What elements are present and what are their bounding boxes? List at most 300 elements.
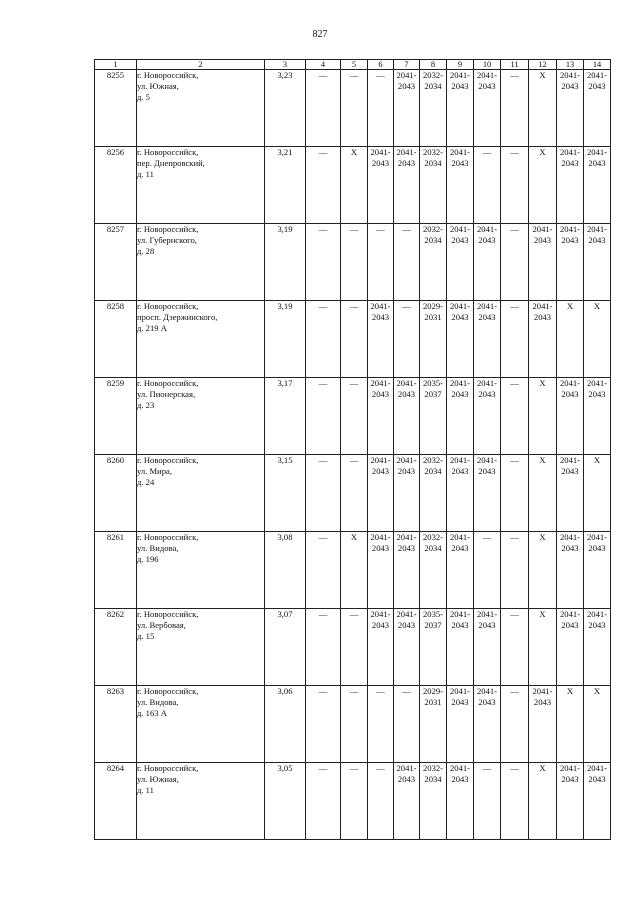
schedule-cell	[557, 609, 584, 686]
schedule-value: 2037	[424, 389, 442, 399]
address-line: г. Новороссийск,	[137, 378, 199, 388]
schedule-value: 2043	[397, 81, 416, 91]
schedule-value: —	[482, 147, 492, 157]
address-line: г. Новороссийск,	[137, 532, 199, 542]
table-row	[95, 609, 611, 686]
address-line: ул. Южная,	[137, 81, 179, 91]
schedule-value: —	[376, 224, 385, 234]
schedule-value: —	[349, 224, 359, 234]
address-line: г. Новороссийск,	[137, 147, 199, 157]
schedule-cell	[306, 378, 341, 455]
schedule-cell	[584, 532, 611, 609]
record-number: 8258	[95, 301, 137, 378]
schedule-value: X	[350, 532, 358, 542]
column-header: 4	[306, 60, 341, 70]
address-cell	[137, 147, 265, 224]
schedule-value: 2043	[371, 312, 390, 322]
schedule-cell	[584, 301, 611, 378]
schedule-value: 2043	[561, 389, 579, 399]
area-value: 3,06	[265, 686, 306, 763]
address-line: ул. Видова,	[137, 543, 179, 553]
schedule-cell	[557, 763, 584, 840]
schedule-value: 2031	[424, 312, 442, 322]
schedule-cell	[584, 378, 611, 455]
page-number: 827	[312, 29, 328, 40]
schedule-value: 2043	[371, 543, 390, 553]
schedule-cell	[557, 147, 584, 224]
schedule-cell	[474, 70, 501, 147]
schedule-cell	[394, 147, 420, 224]
schedule-value: 2041-	[586, 70, 608, 80]
schedule-cell	[368, 70, 394, 147]
schedule-cell	[306, 686, 341, 763]
record-number: 8259	[95, 378, 137, 455]
schedule-value: 2041-	[370, 301, 391, 311]
schedule-value: —	[318, 609, 328, 619]
schedule-value: —	[349, 455, 359, 465]
schedule-value: 2041-	[532, 301, 553, 311]
schedule-cell	[394, 224, 420, 301]
schedule-cell	[501, 686, 529, 763]
schedule-value: 2041-	[370, 147, 391, 157]
column-header: 10	[474, 60, 501, 70]
schedule-value: 2041-	[476, 609, 498, 619]
schedule-cell	[584, 224, 611, 301]
schedule-cell	[341, 532, 368, 609]
schedule-value: —	[318, 378, 328, 388]
schedule-value: 2043	[561, 774, 579, 784]
schedule-value: 2041-	[449, 532, 471, 542]
schedule-value: 2041-	[532, 224, 553, 234]
schedule-cell	[447, 378, 474, 455]
table-row	[95, 532, 611, 609]
address-cell	[137, 224, 265, 301]
schedule-cell	[447, 224, 474, 301]
schedule-value: 2041-	[396, 455, 417, 465]
record-number: 8262	[95, 609, 137, 686]
schedule-cell	[474, 224, 501, 301]
schedule-value: 2041-	[396, 609, 417, 619]
schedule-cell	[447, 70, 474, 147]
schedule-cell	[584, 70, 611, 147]
schedule-value: —	[376, 686, 385, 696]
schedule-value: 2041-	[586, 532, 608, 542]
schedule-cell	[447, 532, 474, 609]
schedule-cell	[420, 70, 447, 147]
schedule-value: 2041-	[476, 378, 498, 388]
schedule-value: —	[402, 301, 411, 311]
schedule-cell	[420, 609, 447, 686]
address-cell	[137, 686, 265, 763]
schedule-value: 2043	[533, 235, 552, 245]
schedule-value: 2043	[371, 158, 390, 168]
schedule-cell	[529, 147, 557, 224]
schedule-cell	[447, 301, 474, 378]
schedule-value: 2041-	[370, 455, 391, 465]
schedule-cell	[368, 224, 394, 301]
column-header: 9	[447, 60, 474, 70]
schedule-cell	[420, 378, 447, 455]
schedule-value: —	[349, 301, 359, 311]
schedule-cell	[306, 224, 341, 301]
schedule-cell	[394, 686, 420, 763]
schedule-cell	[584, 686, 611, 763]
schedule-cell	[529, 686, 557, 763]
schedule-value: X	[593, 301, 601, 311]
column-header: 3	[265, 60, 306, 70]
address-line: д. 11	[137, 785, 154, 795]
schedule-cell	[306, 532, 341, 609]
schedule-value: 2041-	[449, 301, 471, 311]
schedule-value: X	[539, 455, 546, 465]
record-number: 8264	[95, 763, 137, 840]
schedule-value: 2035-	[422, 609, 444, 619]
schedule-cell	[368, 763, 394, 840]
schedule-value: X	[593, 686, 601, 696]
schedule-value: 2043	[371, 620, 390, 630]
table-row	[95, 686, 611, 763]
schedule-value: 2041-	[396, 763, 417, 773]
address-line: г. Новороссийск,	[137, 301, 199, 311]
schedule-value: 2032-	[422, 763, 444, 773]
schedule-cell	[306, 609, 341, 686]
address-line: ул. Губернского,	[137, 235, 197, 245]
schedule-value: 2034	[424, 81, 442, 91]
schedule-value: 2037	[424, 620, 442, 630]
schedule-cell	[529, 301, 557, 378]
schedule-value: 2041-	[559, 532, 581, 542]
schedule-value: —	[510, 70, 519, 80]
schedule-cell	[368, 532, 394, 609]
schedule-cell	[501, 532, 529, 609]
schedule-value: 2043	[451, 312, 469, 322]
schedule-cell	[474, 763, 501, 840]
schedule-value: 2043	[451, 620, 469, 630]
schedule-cell	[501, 763, 529, 840]
schedule-value: —	[318, 763, 328, 773]
schedule-cell	[420, 686, 447, 763]
schedule-value: X	[539, 532, 546, 542]
schedule-cell	[557, 70, 584, 147]
schedule-value: X	[539, 147, 546, 157]
area-value: 3,23	[265, 70, 306, 147]
address-line: г. Новороссийск,	[137, 763, 199, 773]
schedule-cell	[529, 224, 557, 301]
address-line: д. 24	[137, 477, 155, 487]
schedule-value: X	[566, 301, 574, 311]
schedule-cell	[447, 609, 474, 686]
schedule-value: —	[376, 763, 385, 773]
schedule-cell	[557, 224, 584, 301]
schedule-cell	[501, 301, 529, 378]
schedule-value: 2043	[478, 620, 496, 630]
schedule-cell	[306, 763, 341, 840]
address-line: д. 196	[137, 554, 159, 564]
schedule-value: 2043	[397, 466, 416, 476]
schedule-value: —	[318, 301, 328, 311]
schedule-value: 2043	[478, 389, 496, 399]
schedule-cell	[501, 455, 529, 532]
schedule-cell	[474, 147, 501, 224]
schedule-value: 2041-	[449, 224, 471, 234]
schedule-cell	[420, 763, 447, 840]
schedule-cell	[306, 301, 341, 378]
schedule-cell	[501, 609, 529, 686]
schedule-value: 2043	[478, 235, 496, 245]
schedule-value: 2041-	[586, 609, 608, 619]
schedule-value: 2043	[397, 543, 416, 553]
schedule-cell	[368, 455, 394, 532]
schedule-cell	[420, 455, 447, 532]
schedule-cell	[447, 147, 474, 224]
schedule-value: 2041-	[449, 609, 471, 619]
schedule-cell	[447, 686, 474, 763]
schedule-cell	[394, 532, 420, 609]
area-value: 3,07	[265, 609, 306, 686]
schedule-value: 2041-	[476, 301, 498, 311]
area-value: 3,05	[265, 763, 306, 840]
housing-register-table	[94, 59, 611, 840]
schedule-value: 2034	[424, 774, 442, 784]
address-line: пер. Днепровский,	[137, 158, 205, 168]
schedule-value: 2032-	[422, 532, 444, 542]
schedule-cell	[394, 455, 420, 532]
schedule-value: 2043	[588, 543, 606, 553]
schedule-value: 2041-	[559, 455, 581, 465]
schedule-value: 2041-	[476, 686, 498, 696]
schedule-value: —	[510, 763, 519, 773]
schedule-value: 2043	[561, 235, 579, 245]
schedule-cell	[368, 609, 394, 686]
schedule-cell	[394, 378, 420, 455]
schedule-cell	[394, 609, 420, 686]
schedule-value: —	[510, 609, 519, 619]
schedule-cell	[341, 224, 368, 301]
schedule-value: 2043	[451, 697, 469, 707]
schedule-cell	[420, 147, 447, 224]
address-line: г. Новороссийск,	[137, 686, 199, 696]
address-line: д. 163 А	[137, 708, 167, 718]
schedule-cell	[529, 609, 557, 686]
schedule-value: 2043	[588, 81, 606, 91]
record-number: 8260	[95, 455, 137, 532]
schedule-cell	[368, 147, 394, 224]
schedule-value: —	[482, 532, 492, 542]
schedule-value: 2041-	[449, 70, 471, 80]
schedule-value: —	[510, 378, 519, 388]
schedule-cell	[420, 532, 447, 609]
schedule-value: 2043	[451, 81, 469, 91]
schedule-cell	[501, 378, 529, 455]
schedule-value: 2041-	[370, 609, 391, 619]
schedule-value: X	[350, 147, 358, 157]
schedule-cell	[529, 70, 557, 147]
area-value: 3,08	[265, 532, 306, 609]
table-row	[95, 455, 611, 532]
schedule-value: —	[349, 686, 359, 696]
address-line: г. Новороссийск,	[137, 455, 199, 465]
schedule-cell	[306, 455, 341, 532]
schedule-value: X	[539, 378, 546, 388]
record-number: 8257	[95, 224, 137, 301]
area-value: 3,17	[265, 378, 306, 455]
schedule-value: 2043	[588, 774, 606, 784]
address-cell	[137, 301, 265, 378]
schedule-value: 2029-	[422, 686, 444, 696]
schedule-value: 2043	[451, 774, 469, 784]
area-value: 3,21	[265, 147, 306, 224]
schedule-value: —	[349, 763, 359, 773]
schedule-value: 2041-	[396, 147, 417, 157]
schedule-value: 2041-	[370, 532, 391, 542]
schedule-value: 2041-	[559, 147, 581, 157]
column-header: 11	[501, 60, 529, 70]
column-header: 1	[95, 60, 137, 70]
schedule-value: 2034	[424, 543, 442, 553]
schedule-value: 2043	[451, 389, 469, 399]
schedule-value: 2041-	[586, 763, 608, 773]
schedule-cell	[557, 301, 584, 378]
schedule-value: 2041-	[559, 609, 581, 619]
schedule-value: 2043	[397, 389, 416, 399]
schedule-value: —	[349, 378, 359, 388]
address-cell	[137, 763, 265, 840]
schedule-cell	[368, 378, 394, 455]
area-value: 3,15	[265, 455, 306, 532]
column-header: 8	[420, 60, 447, 70]
schedule-cell	[474, 378, 501, 455]
schedule-cell	[474, 532, 501, 609]
address-line: ул. Мира,	[137, 466, 173, 476]
table-row	[95, 301, 611, 378]
table-row	[95, 70, 611, 147]
schedule-value: 2043	[478, 312, 496, 322]
schedule-value: —	[318, 686, 328, 696]
schedule-cell	[584, 147, 611, 224]
address-line: д. 5	[137, 92, 150, 102]
schedule-cell	[529, 455, 557, 532]
schedule-value: 2041-	[586, 224, 608, 234]
schedule-value: 2041-	[476, 455, 498, 465]
schedule-value: 2043	[588, 158, 606, 168]
column-header: 12	[529, 60, 557, 70]
schedule-value: 2041-	[449, 686, 471, 696]
schedule-cell	[447, 763, 474, 840]
schedule-value: 2041-	[449, 455, 471, 465]
schedule-cell	[501, 70, 529, 147]
schedule-value: 2043	[588, 389, 606, 399]
schedule-value: 2043	[397, 158, 416, 168]
schedule-cell	[420, 224, 447, 301]
schedule-value: —	[402, 224, 411, 234]
schedule-value: —	[318, 70, 328, 80]
schedule-value: 2043	[397, 774, 416, 784]
schedule-value: 2043	[451, 543, 469, 553]
address-line: г. Новороссийск,	[137, 609, 199, 619]
table-row	[95, 763, 611, 840]
schedule-value: —	[318, 455, 328, 465]
schedule-value: —	[510, 686, 519, 696]
schedule-cell	[394, 763, 420, 840]
address-cell	[137, 532, 265, 609]
area-value: 3,19	[265, 224, 306, 301]
schedule-value: 2041-	[476, 224, 498, 234]
schedule-value: —	[349, 609, 359, 619]
column-header: 14	[584, 60, 611, 70]
schedule-value: 2034	[424, 158, 442, 168]
schedule-value: —	[482, 763, 492, 773]
schedule-cell	[501, 147, 529, 224]
schedule-cell	[501, 224, 529, 301]
area-value: 3,19	[265, 301, 306, 378]
schedule-value: X	[539, 763, 546, 773]
schedule-value: —	[510, 455, 519, 465]
address-line: ул. Вербовая,	[137, 620, 186, 630]
schedule-value: 2043	[561, 81, 579, 91]
address-cell	[137, 378, 265, 455]
schedule-value: 2043	[451, 235, 469, 245]
schedule-cell	[341, 70, 368, 147]
address-line: д. 23	[137, 400, 155, 410]
schedule-cell	[584, 455, 611, 532]
schedule-value: 2041-	[532, 686, 553, 696]
address-cell	[137, 455, 265, 532]
schedule-value: 2034	[424, 235, 442, 245]
schedule-value: 2043	[561, 620, 579, 630]
schedule-value: —	[318, 532, 328, 542]
schedule-value: 2043	[533, 697, 552, 707]
schedule-value: 2043	[397, 620, 416, 630]
address-line: д. 219 А	[137, 323, 167, 333]
schedule-value: —	[510, 301, 519, 311]
schedule-value: —	[318, 147, 328, 157]
schedule-cell	[306, 70, 341, 147]
schedule-value: 2041-	[449, 763, 471, 773]
table-row	[95, 224, 611, 301]
schedule-cell	[474, 301, 501, 378]
schedule-cell	[557, 686, 584, 763]
schedule-value: 2043	[371, 389, 390, 399]
record-number: 8263	[95, 686, 137, 763]
schedule-cell	[474, 609, 501, 686]
schedule-value: —	[510, 224, 519, 234]
schedule-value: —	[318, 224, 328, 234]
table-body	[95, 70, 611, 840]
record-number: 8255	[95, 70, 137, 147]
schedule-value: 2041-	[396, 378, 417, 388]
column-header: 6	[368, 60, 394, 70]
schedule-value: 2041-	[586, 378, 608, 388]
column-header: 5	[341, 60, 368, 70]
schedule-cell	[341, 686, 368, 763]
record-number: 8256	[95, 147, 137, 224]
schedule-cell	[394, 70, 420, 147]
schedule-value: 2041-	[559, 378, 581, 388]
schedule-value: 2032-	[422, 70, 444, 80]
schedule-cell	[341, 455, 368, 532]
schedule-cell	[529, 532, 557, 609]
address-line: ул. Пионерская,	[137, 389, 196, 399]
schedule-cell	[368, 301, 394, 378]
address-line: д. 15	[137, 631, 155, 641]
schedule-value: X	[539, 609, 546, 619]
schedule-cell	[529, 378, 557, 455]
schedule-cell	[341, 378, 368, 455]
address-cell	[137, 70, 265, 147]
schedule-cell	[306, 147, 341, 224]
schedule-value: 2041-	[396, 532, 417, 542]
column-header: 13	[557, 60, 584, 70]
